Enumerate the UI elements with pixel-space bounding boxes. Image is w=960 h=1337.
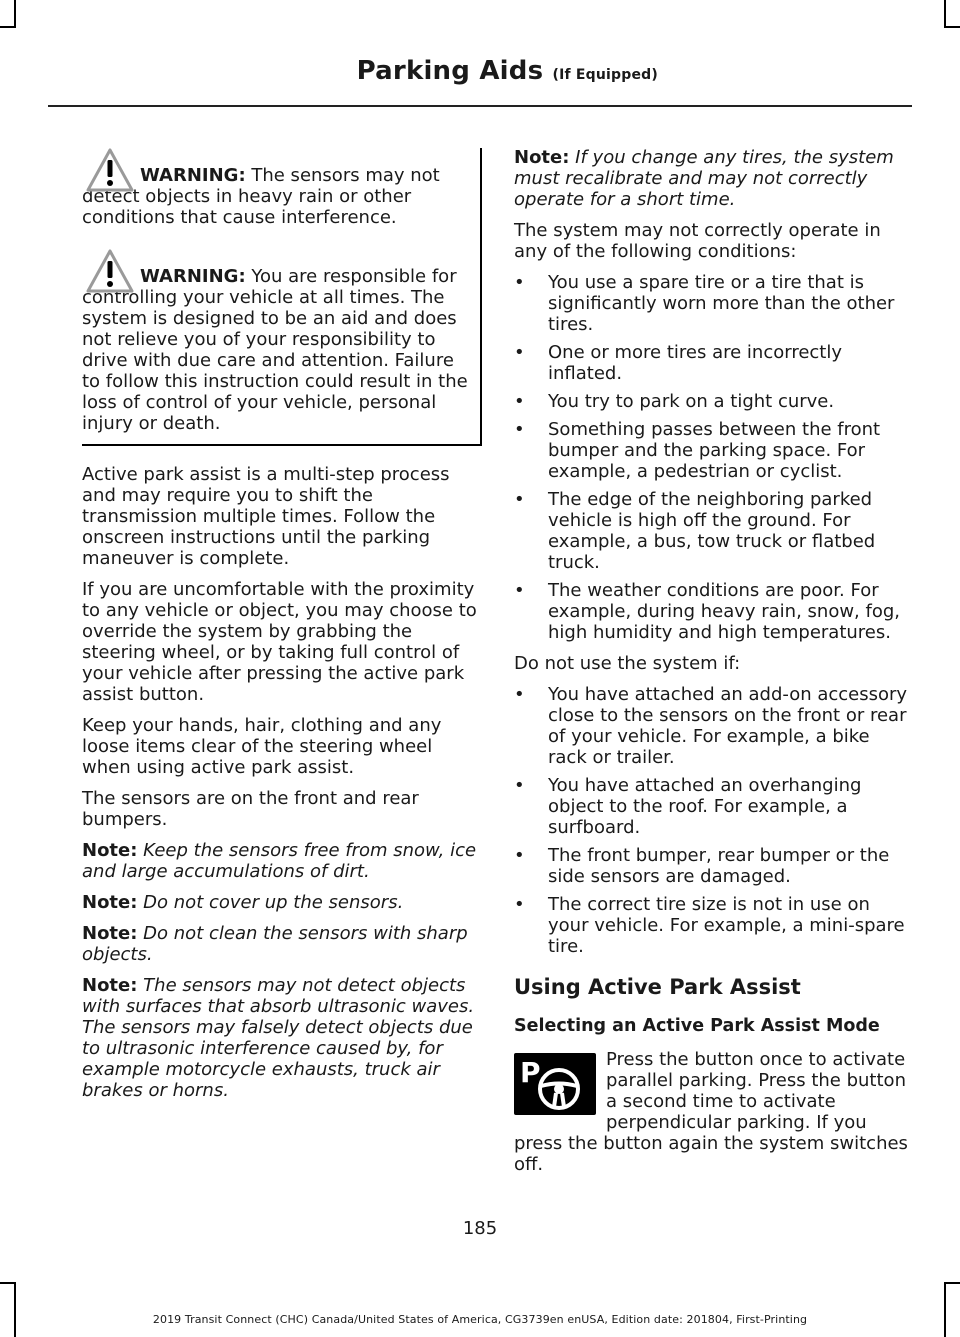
note-text: Do not clean the sensors with sharp objects. bbox=[82, 923, 468, 965]
note-text: Keep the sensors free from snow, ice and large accumulations of dirt. bbox=[82, 840, 477, 882]
list-item: • You use a spare tire or a tire that is significantly worn more than the other tires. bbox=[514, 272, 909, 335]
list-item: • The correct tire size is not in use on your vehicle. For example, a mini-spare tire. bbox=[514, 894, 909, 957]
page-title bbox=[357, 56, 658, 86]
footer: 2019 Transit Connect (CHC) Canada/United States of America, CG3739en enUSA, Edition date: 201804, First-Printing bbox=[152, 1313, 808, 1326]
list-item: • You try to park on a tight curve. bbox=[514, 391, 909, 412]
crop-mark bbox=[0, 26, 16, 28]
note-text: Do not cover up the sensors. bbox=[137, 892, 404, 913]
note-label: Note: bbox=[82, 923, 138, 944]
page-number: 185 bbox=[462, 1218, 498, 1239]
park-assist-button-icon bbox=[514, 1053, 596, 1115]
right-column bbox=[514, 147, 909, 1175]
page-title-main: Parking Aids bbox=[356, 56, 544, 86]
warning-2 bbox=[82, 249, 474, 434]
note bbox=[82, 892, 482, 913]
note bbox=[82, 923, 482, 965]
list-item: • The weather conditions are poor. For example, during heavy rain, snow, fog, high humidity and high temperatures. bbox=[514, 580, 909, 643]
section-heading: Using Active Park Assist bbox=[514, 975, 801, 999]
list-item: • You have attached an overhanging object to the roof. For example, a surfboard. bbox=[514, 775, 909, 838]
left-column bbox=[82, 148, 482, 1111]
note-text: If you change any tires, the system must recalibrate and may not correctly operate for a short time. bbox=[514, 147, 894, 210]
paragraph: Active park assist is a multi-step process and may require you to shift the transmission multiple times. Follow the onscreen instructions until the parking maneuver is complete. bbox=[82, 464, 450, 569]
warning-label: WARNING: bbox=[140, 165, 246, 186]
warning-triangle-icon bbox=[86, 249, 134, 293]
list-item: • One or more tires are incorrectly inflated. bbox=[514, 342, 909, 384]
paragraph: The system may not correctly operate in any of the following conditions: bbox=[514, 220, 881, 262]
crop-mark bbox=[944, 1282, 960, 1284]
note-text: The sensors may not detect objects with surfaces that absorb ultrasonic waves. The sensors may falsely detect objects due to ultrasonic interference caused by, for example motorcycle exhausts, truck air brakes or horns. bbox=[82, 975, 475, 1101]
button-instructions: Press the button once to activate parallel parking. Press the button a second time to activate perpendicular parking. If you press the button again the system switches off. bbox=[514, 1049, 908, 1175]
crop-mark bbox=[14, 1282, 16, 1337]
warning-1 bbox=[82, 148, 474, 228]
note-label: Note: bbox=[82, 892, 138, 913]
note bbox=[514, 147, 909, 210]
warning-triangle-icon bbox=[86, 148, 134, 192]
header-rule bbox=[48, 105, 912, 107]
crop-mark bbox=[944, 1282, 946, 1337]
crop-mark bbox=[14, 0, 16, 28]
list-item: • You have attached an add-on accessory close to the sensors on the front or rear of your vehicle. For example, a bike rack or trailer. bbox=[514, 684, 909, 768]
warning-text: You are responsible for controlling your vehicle at all times. The system is designed to be an aid and does not relieve you of your responsibility to drive with due care and attention. Failure to follow this instruction could result in the loss of control of your vehicle, personal injury or death. bbox=[82, 266, 468, 434]
note-label: Note: bbox=[82, 840, 138, 861]
note bbox=[82, 840, 482, 882]
paragraph: If you are uncomfortable with the proximity to any vehicle or object, you may choose to override the system by grabbing the steering wheel, or by taking full control of your vehicle after pressing the active park assist button. bbox=[82, 579, 477, 705]
note-label: Note: bbox=[514, 147, 570, 168]
paragraph bbox=[514, 1049, 909, 1175]
page-title-subtitle: (If Equipped) bbox=[552, 67, 658, 83]
crop-mark bbox=[944, 0, 946, 28]
paragraph: Keep your hands, hair, clothing and any loose items clear of the steering wheel when using active park assist. bbox=[82, 715, 442, 778]
warning-text: The sensors may not detect objects in heavy rain or other conditions that cause interference. bbox=[82, 165, 440, 228]
crop-mark bbox=[944, 26, 960, 28]
warning-label: WARNING: bbox=[140, 266, 246, 287]
paragraph: The sensors are on the front and rear bumpers. bbox=[82, 788, 419, 830]
list-item: • The front bumper, rear bumper or the side sensors are damaged. bbox=[514, 845, 909, 887]
list-item: • Something passes between the front bumper and the parking space. For example, a pedestrian or cyclist. bbox=[514, 419, 909, 482]
paragraph: Do not use the system if: bbox=[514, 653, 741, 674]
note bbox=[82, 975, 482, 1101]
list-item: • The edge of the neighboring parked vehicle is high off the ground. For example, a bus, tow truck or flatbed truck. bbox=[514, 489, 909, 573]
donts-list bbox=[514, 684, 909, 957]
subsection-heading: Selecting an Active Park Assist Mode bbox=[514, 1016, 880, 1036]
svg-text:P: P bbox=[520, 1056, 541, 1089]
note-label: Note: bbox=[82, 975, 138, 996]
crop-mark bbox=[0, 1282, 16, 1284]
conditions-list bbox=[514, 272, 909, 643]
warning-box bbox=[82, 148, 482, 446]
